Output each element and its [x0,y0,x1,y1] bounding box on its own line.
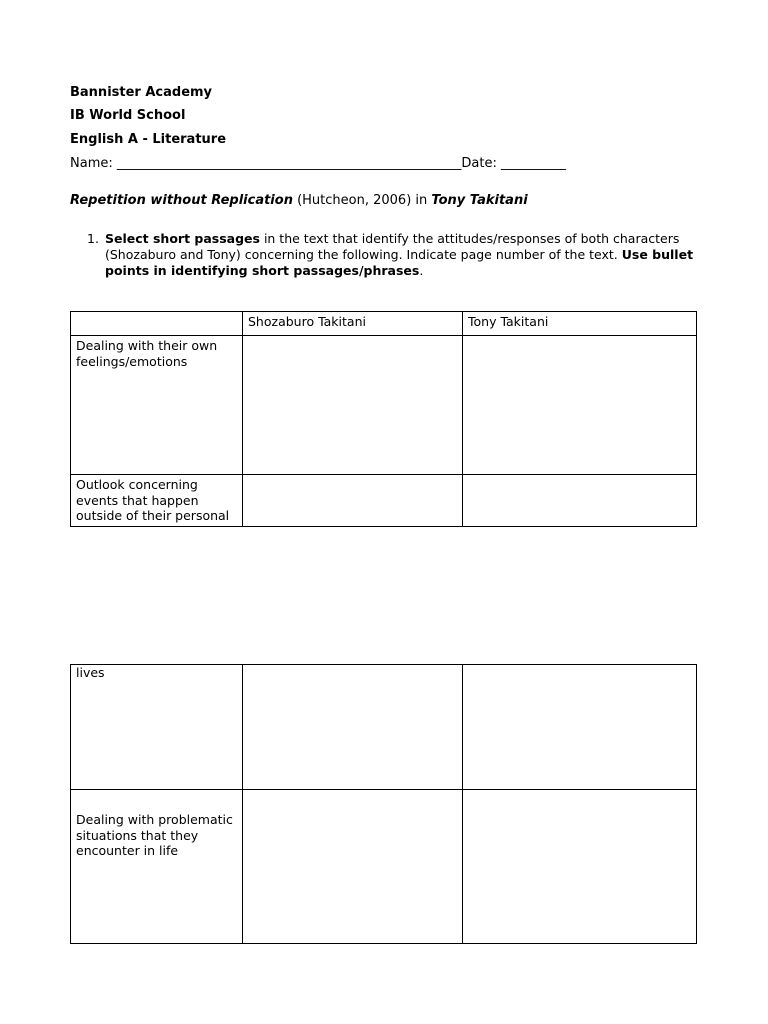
course-name: English A - Literature [70,132,227,147]
name-date-line [70,156,566,172]
school-name: Bannister Academy [70,85,213,100]
name-label: Name: [70,156,117,171]
row-label-outlook-continued: lives [71,665,243,790]
answer-cell-tony-outlook-continued[interactable] [463,665,697,790]
date-blank[interactable]: __________ [500,156,566,171]
row-label-feelings: Dealing with their own feelings/emotions [71,336,243,475]
date-label: Date: [461,156,501,171]
title-citation: (Hutcheon, 2006) in [292,193,432,208]
answer-cell-shozaburo-outlook-continued[interactable] [243,665,463,790]
question-bold-1: Select short passages [105,231,260,246]
name-blank[interactable]: _____________________________________________________ [116,156,462,171]
question-text-1: in the text that identify the attitudes/responses of both characters (Shozaburo and Tony) concerning the following. Indicate page number of the text. [105,231,680,262]
title-work: Tony Takitani [431,193,528,208]
answer-cell-tony-problems[interactable] [463,790,697,944]
question-bold-2: Use bullet points in identifying short passages/phrases [105,247,694,278]
school-type: IB World School [70,108,186,123]
header-cell-tony: Tony Takitani [463,312,697,336]
question-text-2: . [419,263,424,278]
response-table-top [70,311,697,527]
table-row [71,665,697,790]
answer-cell-shozaburo-outlook[interactable] [243,475,463,527]
row-label-problems: Dealing with problematic situations that they encounter in life [71,790,243,944]
title-main: Repetition without Replication [70,193,293,208]
table-header-row [71,312,697,336]
table-row [71,475,697,527]
answer-cell-tony-feelings[interactable] [463,336,697,475]
answer-cell-shozaburo-problems[interactable] [243,790,463,944]
response-table-bottom [70,664,697,944]
question-text [105,231,702,279]
table-row [71,336,697,475]
answer-cell-tony-outlook[interactable] [463,475,697,527]
answer-cell-shozaburo-feelings[interactable] [243,336,463,475]
header-cell-empty [71,312,243,336]
table-row [71,790,697,944]
header-cell-shozaburo: Shozaburo Takitani [243,312,463,336]
question-number: 1. [87,231,99,246]
row-label-outlook: Outlook concerning events that happen outside of their personal [71,475,243,527]
question-1 [87,231,702,279]
worksheet-title [70,193,528,209]
